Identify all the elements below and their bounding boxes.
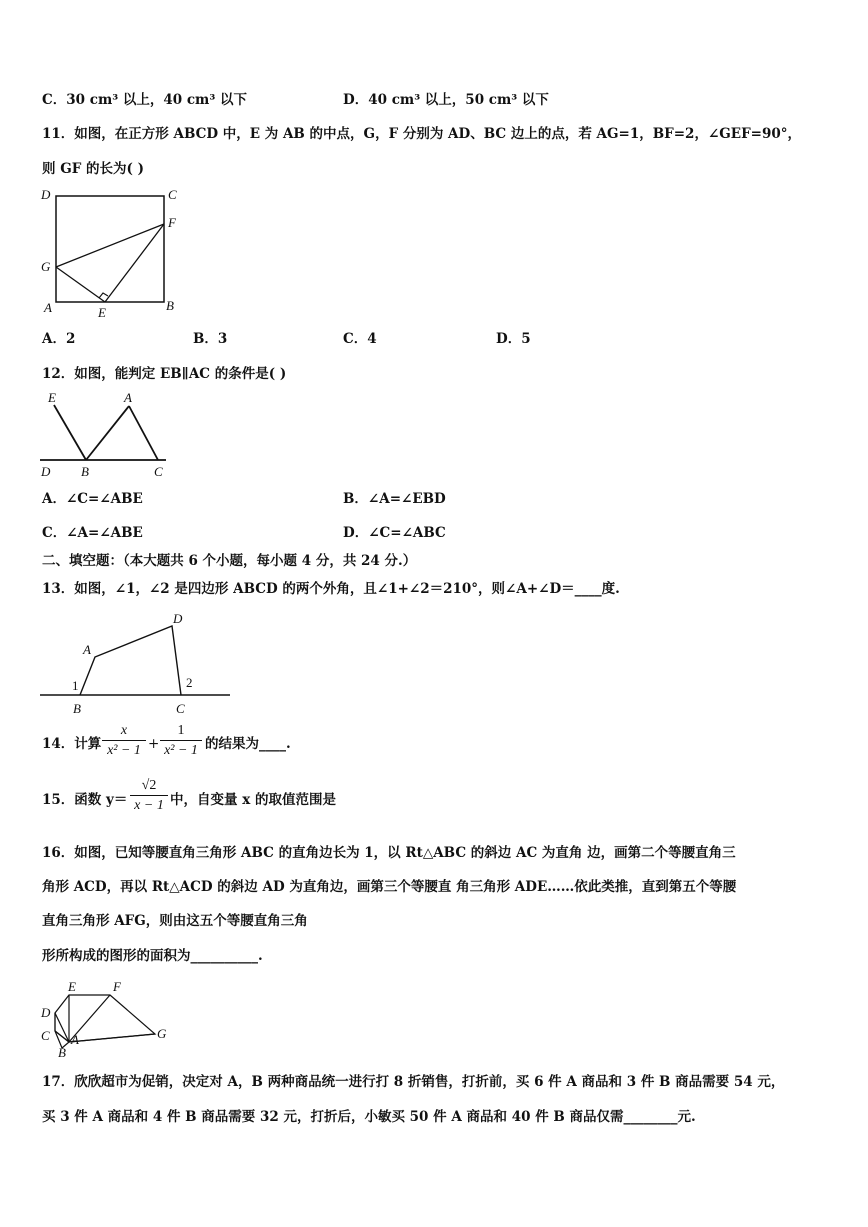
q16-stem-line3: 直角三角形 AFG，则由这五个等腰直角三角 [42, 913, 308, 929]
q14-frac2-numerator: 1 [160, 723, 202, 741]
q15-frac-denominator: x − 1 [134, 798, 164, 813]
q16-stem-line1: 16．如图，已知等腰直角三角形 ABC 的直角边长为 1，以 Rt△ABC 的斜边 AC 为直角 边，画第二个等腰直角三 [42, 845, 736, 861]
q12-option-d: D．∠C=∠ABC [343, 525, 446, 541]
q13-label-1: 1 [72, 678, 79, 693]
q13-label-b: B [73, 701, 81, 716]
q14-fraction-2 [160, 723, 202, 759]
q15-fraction [130, 778, 168, 814]
q17-stem-line1: 17．欣欣超市为促销，决定对 A，B 两种商品统一进行打 8 折销售，打折前，买 6 件 A 商品和 3 件 B 商品需要 54 元， [42, 1074, 785, 1090]
q12-stem: 12．如图，能判定 EB∥AC 的条件是( ) [42, 366, 287, 382]
q14-plus: + [148, 736, 160, 752]
q13-stem: 13．如图，∠1，∠2 是四边形 ABCD 的两个外角，且∠1+∠2＝210°，则∠A+∠D＝____度. [42, 581, 620, 597]
q15-prefix: 15．函数 y＝ [42, 792, 128, 808]
q16-label-c: C [41, 1028, 50, 1043]
q11-label-e: E [98, 305, 106, 320]
q14-prefix: 14．计算 [42, 736, 102, 752]
q13-label-c: C [176, 701, 185, 716]
q12-option-a: A．∠C=∠ABE [42, 491, 143, 507]
q10-option-c: C．30 cm³ 以上，40 cm³ 以下 [42, 92, 247, 108]
q15-suffix: 中，自变量 x 的取值范围是 [170, 792, 336, 808]
q13-label-d: D [173, 611, 183, 626]
q13-label-2: 2 [186, 675, 193, 690]
q12-figure [36, 388, 176, 480]
q13-label-a: A [83, 642, 91, 657]
q12-label-d: D [41, 464, 51, 479]
q16-label-e: E [68, 979, 76, 994]
q12-label-e: E [48, 390, 56, 405]
q16-label-g: G [157, 1026, 167, 1041]
q14-frac2-denominator: x² − 1 [164, 743, 198, 758]
q16-triangles-figure [38, 978, 178, 1060]
q16-label-a: A [71, 1032, 79, 1047]
q14-fraction-1 [102, 723, 146, 759]
q14-frac1-numerator: x [102, 723, 146, 741]
q12-option-c: C．∠A=∠ABE [42, 525, 143, 541]
q16-label-f: F [113, 979, 121, 994]
q11-label-a: A [44, 300, 52, 315]
q13-quadrilateral-figure [38, 606, 238, 718]
q11-label-c: C [168, 187, 177, 202]
q11-label-d: D [41, 187, 51, 202]
q11-label-f: F [168, 215, 176, 230]
q16-stem-line2: 角形 ACD，再以 Rt△ACD 的斜边 AD 为直角边，画第三个等腰直 角三角形 ADE……依此类推，直到第五个等腰 [42, 879, 737, 895]
q12-label-a: A [124, 390, 132, 405]
q11-label-b: B [166, 298, 174, 313]
q11-stem-line1: 11．如图，在正方形 ABCD 中，E 为 AB 的中点，G，F 分别为 AD、BC 边上的点，若 AG=1，BF=2，∠GEF=90°， [42, 126, 802, 142]
q16-label-d: D [41, 1005, 51, 1020]
section-fill-blank-heading: 二、填空题：（本大题共 6 个小题，每小题 4 分，共 24 分.） [42, 553, 417, 569]
q17-stem-line2: 买 3 件 A 商品和 4 件 B 商品需要 32 元，打折后，小敏买 50 件 A 商品和 40 件 B 商品仅需________元. [42, 1109, 696, 1125]
q12-label-b: B [81, 464, 89, 479]
q11-square-figure [36, 184, 196, 322]
q11-option-c: C．4 [343, 331, 377, 347]
q15-frac-numerator: √2 [130, 778, 168, 796]
q11-stem-line2: 则 GF 的长为( ) [42, 161, 144, 177]
q10-option-d: D．40 cm³ 以上，50 cm³ 以下 [343, 92, 549, 108]
q14-frac1-denominator: x² − 1 [107, 743, 141, 758]
q11-label-g: G [41, 259, 51, 274]
q14-suffix: 的结果为____. [205, 736, 291, 752]
q11-option-d: D．5 [496, 331, 531, 347]
q12-option-b: B．∠A=∠EBD [343, 491, 446, 507]
q16-stem-line4: 形所构成的图形的面积为__________. [42, 948, 263, 964]
q12-label-c: C [154, 464, 163, 479]
q11-option-b: B．3 [193, 331, 228, 347]
q11-option-a: A．2 [42, 331, 76, 347]
q16-label-b: B [58, 1045, 66, 1060]
